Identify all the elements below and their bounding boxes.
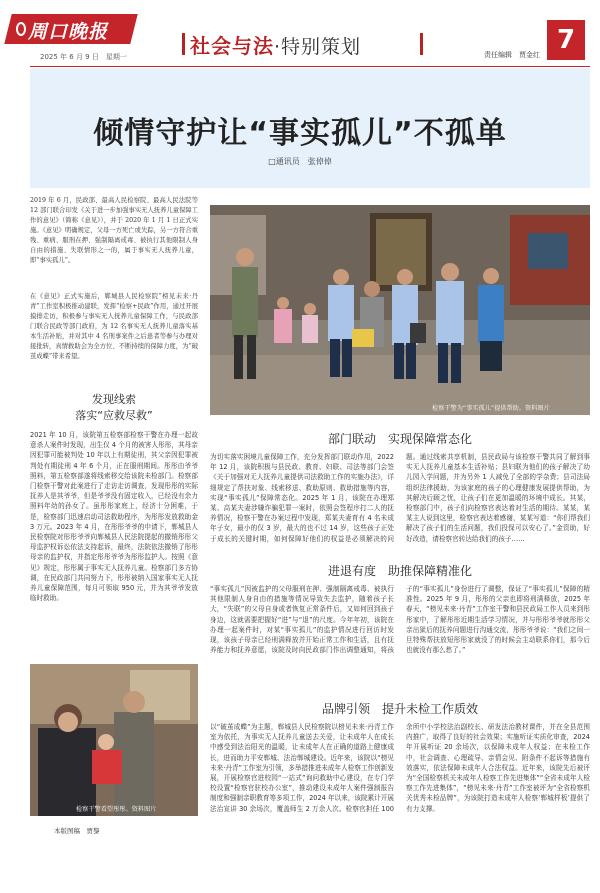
section-divider-right <box>420 33 423 55</box>
logo-icon <box>16 22 26 36</box>
photo-prosecutors-with-children <box>210 205 590 415</box>
issue-date: 2025 年 6 月 9 日 星期一 <box>40 53 127 61</box>
section-4-title: 品牌引领 提升未检工作质效 <box>321 702 478 716</box>
section-title <box>190 30 361 59</box>
lead-paragraph-2: 在《意见》正式实施后，郸城县人民检察院“榜见未来·丹青”工作室积极推动建联，发挥“检察+民政”作用，通过开展摸排走访，积极参与事实无人抚养儿童保障工作，与民政部门联合民政等部门政府，为 12 名事实无人抚养儿童落实基本生活补贴，并对其中 4 名刑事案件之后患者等参与办理对接批转，真情救助会为全方位、不断持续的保障力度，为“破茧成蝶”带来希望。 <box>30 293 198 360</box>
section-3-title: 进退有度 助推保障精准化 <box>327 564 472 578</box>
photo-2-illustration <box>30 664 198 816</box>
photo-credit-footer: 本版图稿 贾黎 <box>54 827 100 835</box>
section-2-text: 为切实落实困境儿童保障工作，充分发挥部门联动作用，2022 年 12 月，该院积极与县民政、教育、妇联、司法等部门会签《关于加强对无人抚养儿童提供司法救助工作的实施办法》，详细规定了帮扶对象、线索移送、救助原则、救助措施等内容，实现“事实孤儿”保障常态化。2025 年 1 月，该院在办理郑某、高某夫妻涉嫌诈骗犯罪一案时，依照会签程序打二人的抚养情况，检察干警在办案过程中发现，郑某夫妻育有 4 名未成年子女，最小的仅 3 岁，最大的也不过 14 岁，这些孩子正处于成长的关键时期，如何保障好他们的权益是必须解决的问题。通过线索共享机制，县民政局与该检察干警共同了解到事实无人抚养儿童基本生活补贴；县妇联为他们的孩子解决了幼儿园入学问题，并为另外 1 人减免了全部的学杂费；县司法局组织法律援助，为该家庭的孩子的心理健康发展提供帮助，为其解决后顾之忧，让孩子们在更加温暖的环境中成长。其某，检察部门中，孩子们向检察官表达着对生活的期待。某某，某某主人说到这里，检察官表达着感谢，某某写道：“你们帮我们解决了孩子们的生活问题，我们投保可以安心了。”金资助，好好改造，请检察官转达给我们的孩子…… <box>210 453 590 543</box>
section-subtitle: ·特别策划 <box>274 36 362 58</box>
section-2-title: 部门联动 实现保障常态化 <box>327 432 472 446</box>
photo-visiting-child <box>30 664 198 816</box>
page-number: 7 <box>547 20 585 60</box>
photo-2-caption: 检察干警看望彤彤。资料图片 <box>76 806 157 813</box>
photo-1-illustration <box>210 205 590 415</box>
section-1-title: 发现线索 <box>92 393 136 406</box>
lead-paragraph: 2019 年 6 月，民政部、最高人民检察院、最高人民法院等 12 部门联合印发《关于进一步加强事实无人抚养儿童保障工作的意见》（简称《意见》），并于 2020 年 1 月 1 日正式实施。《意见》明确规定，父母一方死亡或失踪，另一方符合重残、重病、服刑在押、强制隔离戒毒、被执行其他限制人身自由的措施、失联情形之一的，属于事实无人抚养儿童，即“事实孤儿”。 <box>30 197 198 264</box>
section-3-text: “事实孤儿”因被监护的父母服刑在押、强制隔离戒毒、被执行其他限制人身自由的措施等情况导致失去监护，随着孩子长大，“失联”的父母自身或者恢复正常条件后，又如何回到孩子身边，这就需要把握好“进”与“退”的尺度。今年年初，该院在办理一起案件时，对某“事实孤儿”的监护情况进行回访时发现，该孩子母亲已经刑满释放并开始正常工作和生活，且有抚养能力和抚养意愿，该院及时向民政部门作出调整通知，将孩子的“事实孤儿”身份进行了调整，保证了“事实孤儿”保障的精准性。2025 年 9 月，彤彤的父亲也即将刑满释放，2025 年春天，“榜见未来·丹青”工作室干警和县民政局工作人员来到彤彤家中，了解彤彤近期生活学习情况，并与彤彤爷爷就彤彤父亲出狱后的抚养问题进行沟通交流，彤彤爷爷说：“我们之间一旦特殊帮扶放短彤彤家就没了的时候会主动联系你们，那今后也就没有那么愁了。” <box>210 585 590 655</box>
masthead <box>0 0 600 70</box>
article-headline: 倾情守护让“事实孤儿”不孤单 <box>93 116 507 151</box>
section-1-text: 2021 年 10 月，该院第五检察部检察干警在办理一起故意杀人案件时发现，出生仅 4 个月的被害人彤彤，其母亲因犯罪可能被判处 10 年以上有期徒刑，其父亲因犯罪被判处有期徒刑 4 年 6 个月，正在服刑期间。彤彤由爷爷照料，第五检察部遂将线索移交给该院未检部门。检察部门检察干警对此案进行了走访走访调查，发现彤彤的实际抚养人是其爷爷，但是爷爷没有固定收入，已经没有余力照料年幼的孙女了。虽彤彤家庭上，经济十分困难，于是，检察部门迅速启动司法救助程序，为彤彤发放救助金 3 万元。2023 年 4 月，在彤彤爷爷的申请下，郸城县人民检察院对彤彤爷爷向郸城县人民法院提起的撤销彤彤父母监护权诉讼依法支持起诉，最终，法院依法撤销了彤彤母亲的监护权，并指定彤彤爷爷为彤彤监护人。按照《意见》规定，彤彤属于事实无人抚养儿童。检察部门多方协调，在民政部门共同努力下，彤彤被纳入国家事实无人抚养儿童保障范围，每月可领取 950 元，并为其爷爷发放临时救助。 <box>30 431 198 603</box>
editor-credit: 责任编辑 贾金红 <box>484 51 540 59</box>
header-rule <box>30 66 590 67</box>
newspaper-logo: 周口晚报 <box>28 21 109 43</box>
photo-1-caption: 检察干警为“事实孤儿”提供帮助。资料图片 <box>432 405 550 412</box>
article-byline: □通讯员 张倬倬 <box>268 157 332 166</box>
section-name: 社会与法 <box>190 34 274 58</box>
section-4-text: 以“破茧成蝶”为主题，郸城县人民检察院以榜见未来·丹青工作室为依托，为事实无人抚养儿童送去关爱，让未成年人在成长中感受到法治阳光的温暖，让未成年人在正确的道路上健康成长，进而助力平安郸城、法治郸城建设。近年来，该院以“榜见未来·丹青”工作室为引领，多举措推进未成年人检察工作创新发展，开展检察官进校园“一站式”询问救助中心建设，在专门学校设置“检察官驻校办公室”，推动建设未成年人案件强制报告制度和强制亲职教育等多项工作，2024 年以来，该院累计开展法治宣讲 30 余场次，覆盖师生 2 万余人次。检察官担任 100 余所中小学校法治副校长、研发法治教材课件，并在全县范围内推广，取得了良好的社会效果；实施听证实质化审查，2024 年开展听证 20 余场次，以保障未成年人权益；在未检工作中，社会调查、心理疏导、亲情会见、附条件不起诉等措施有效落实，依法保障未成年人合法权益。近年来，该院先后被评为“全国检察机关未成年人检察工作先进集体”“全省未成年人检察工作先进集体”，“榜见未来·丹青”工作室被评为“全省检察机关优秀未检品牌”，为该院打造未成年人检察‘郸城样板’提供了有力支撑。 <box>210 723 590 813</box>
section-1-title-line2: 落实“应救尽救” <box>75 409 153 422</box>
section-divider-left <box>182 33 185 55</box>
section-1-heading <box>30 392 198 424</box>
